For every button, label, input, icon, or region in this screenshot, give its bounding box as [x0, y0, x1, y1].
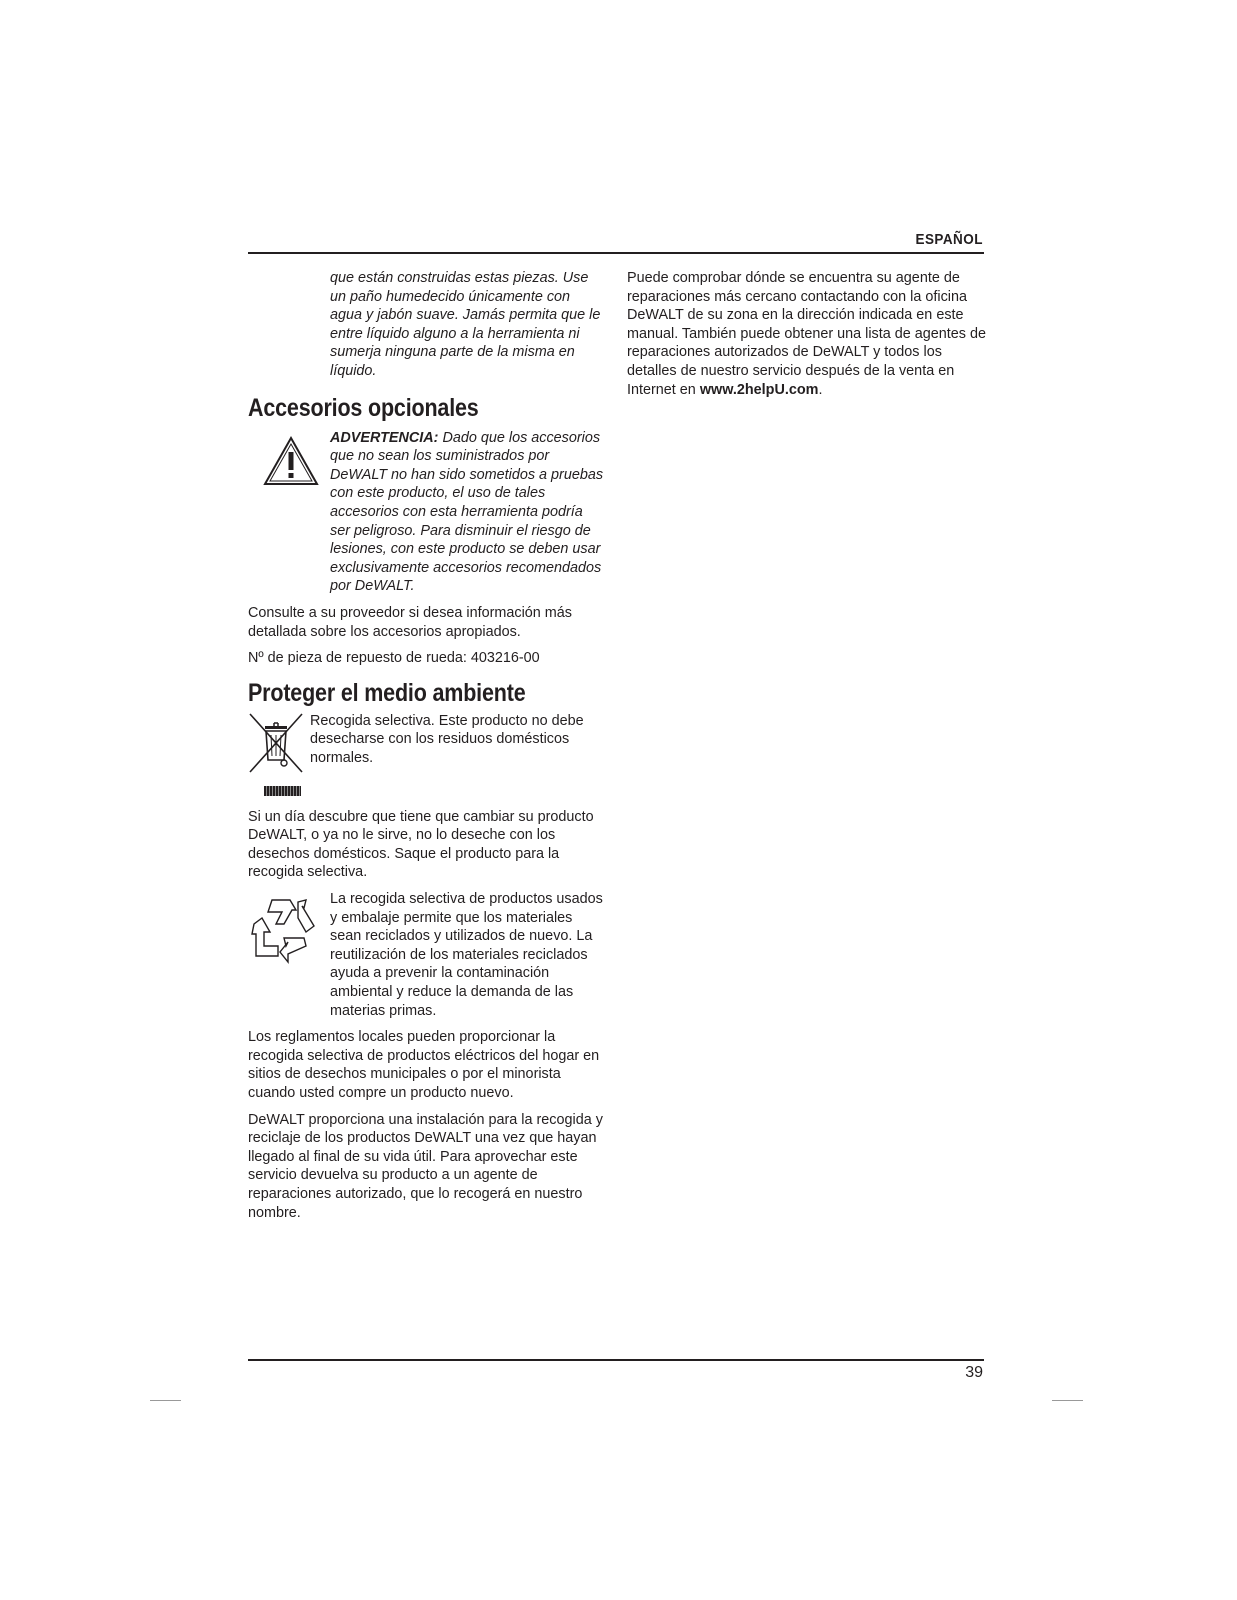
trim-mark-right: [1052, 1400, 1083, 1401]
left-column: [248, 269, 604, 1222]
intro-paragraph: que están construidas estas piezas. Use un paño humedecido únicamente con agua y jabón suave. Jamás permita que le entre líquido alguno a la herramienta ni sumerja ninguna parte de la misma en líquido.: [330, 270, 601, 379]
website-link[interactable]: www.2helpU.com: [699, 381, 819, 398]
separate-collection-block: [248, 712, 604, 800]
warning-label: ADVERTENCIA:: [330, 429, 439, 446]
header-rule: [248, 252, 984, 254]
right-column: [627, 269, 987, 399]
service-paragraph: [627, 269, 987, 399]
trim-mark-left: [150, 1400, 181, 1401]
dewalt-facility-paragraph: DeWALT proporciona una instalación para la recogida y reciclaje de los productos DeWALT una vez que hayan llegado al final de su vida útil. Para aprovechar este servicio devuelva su producto a un agente de reparaciones autorizado, que lo recogerá en nuestro nombre.: [248, 1111, 603, 1221]
warning-text: Dado que los accesorios que no sean los suministrados por DeWALT no han sido sometidos a pruebas con este producto, el uso de tales accesorios con esta herramienta podría ser peligroso. Para disminuir el riesgo de lesiones, con este producto se deben usar exclusivamente accesorios recomendados por DeWALT.: [330, 429, 604, 595]
separate-collection-text: Recogida selectiva. Este producto no debe desecharse con los residuos domésticos normales.: [310, 712, 584, 766]
replace-paragraph: Si un día descubre que tiene que cambiar su producto DeWALT, o ya no le sirve, no lo deseche con los desechos domésticos. Saque el producto para la recogida selectiva.: [248, 808, 594, 881]
service-text: Puede comprobar dónde se encuentra su agente de reparaciones más cercano contactando con la oficina DeWALT de su zona en la dirección indicada en este manual. También puede obtener una lista de agentes de reparaciones autorizados de DeWALT y todos los detalles de nuestro servicio después de la venta en Internet en: [627, 270, 986, 398]
recycling-text: La recogida selectiva de productos usados y embalaje permite que los materiales sean reciclados y utilizados de nuevo. La reutilización de los materiales reciclados ayuda a prevenir la contaminación ambiental y reduce la demanda de las materias primas.: [330, 891, 603, 1019]
warning-paragraph: [330, 429, 604, 596]
page-number: 39: [965, 1364, 983, 1381]
regulations-paragraph: Los reglamentos locales pueden proporcionar la recogida selectiva de productos eléctricos del hogar en sitios de desechos municipales o por el minorista cuando usted compre un producto nuevo.: [248, 1029, 600, 1101]
language-label: ESPAÑOL: [915, 231, 983, 248]
crossed-out-wheelie-bin-icon: [248, 712, 304, 782]
footer-rule: [248, 1359, 984, 1361]
warning-block: [248, 429, 604, 596]
recycling-block: [248, 890, 604, 1020]
service-end: .: [818, 381, 823, 398]
accessories-heading: Accesorios opcionales: [248, 393, 479, 422]
environment-heading: Proteger el medio ambiente: [248, 678, 526, 707]
warning-triangle-icon: [262, 435, 320, 487]
consult-paragraph: Consulte a su proveedor si desea información más detallada sobre los accesorios apropiados.: [248, 604, 572, 640]
recycle-arrows-icon: [248, 894, 318, 966]
bin-bar: [264, 786, 301, 796]
part-number: Nº de pieza de repuesto de rueda: 403216-00: [248, 650, 540, 667]
